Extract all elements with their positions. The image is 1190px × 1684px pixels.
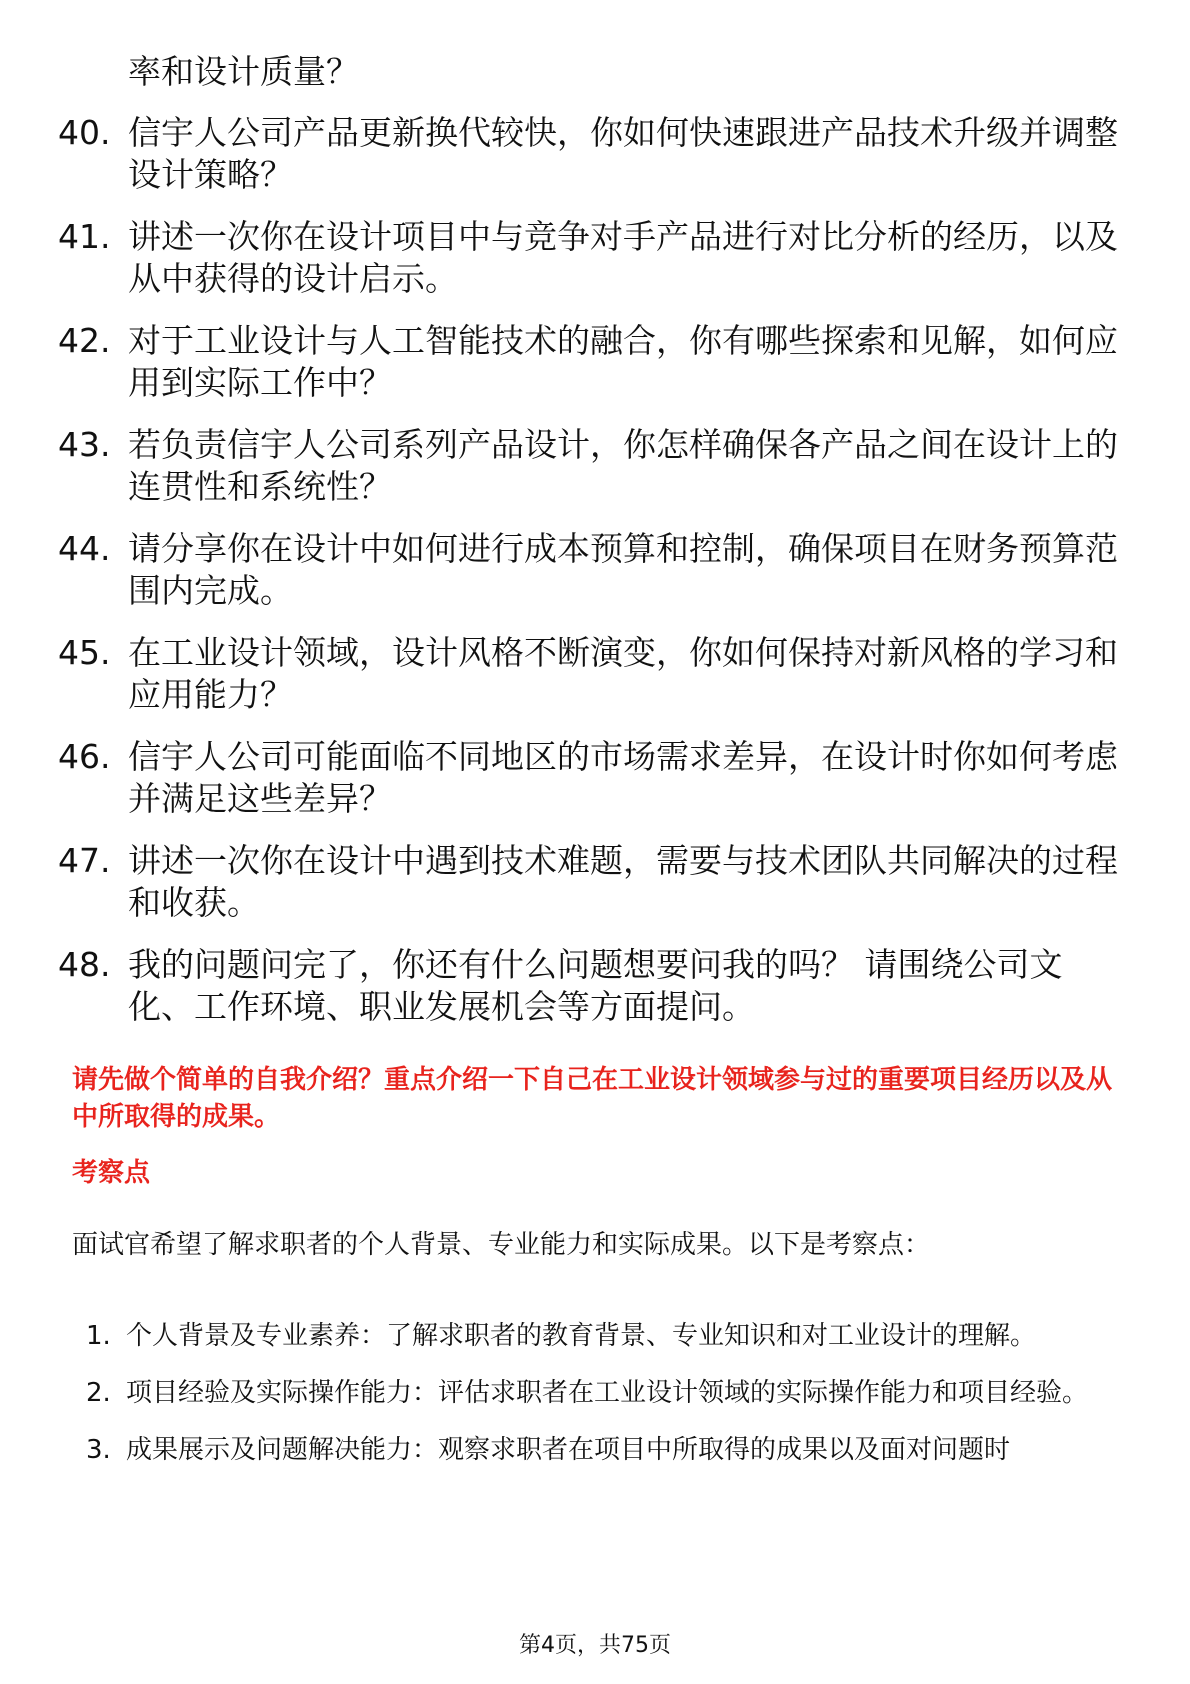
point-text: 成果展示及问题解决能力：观察求职者在项目中所取得的成果以及面对问题时 [126,1435,1011,1465]
highlight-question: 请先做个简单的自我介绍？重点介绍一下自己在工业设计领域参与过的重要项目经历以及从中所取得的成果。 [72,1065,1113,1132]
question-number: 41. [58,217,111,256]
question-item [58,112,1128,196]
question-text: 我的问题问完了，你还有什么问题想要问我的吗？ 请围绕公司文化、工作环境、职业发展机会等方面提问。 [128,945,1063,1026]
section-label: 考察点 [72,1158,151,1188]
point-text: 项目经验及实际操作能力：评估求职者在工业设计领域的实际操作能力和项目经验。 [126,1378,1089,1408]
question-number: 43. [58,425,111,464]
question-text: 信宇人公司可能面临不同地区的市场需求差异，在设计时你如何考虑并满足这些差异？ [128,737,1118,818]
question-number: 42. [58,321,111,360]
question-item [58,320,1128,404]
question-text: 讲述一次你在设计项目中与竞争对手产品进行对比分析的经历，以及从中获得的设计启示。 [128,217,1118,298]
question-list [58,112,1128,1048]
question-item [58,632,1128,716]
question-item [58,840,1128,924]
point-text: 个人背景及专业素养：了解求职者的教育背景、专业知识和对工业设计的理解。 [126,1321,1037,1351]
page-footer: 第4页，共75页 [519,1633,671,1658]
point-number: 3. [86,1435,111,1465]
question-text: 若负责信宇人公司系列产品设计，你怎样确保各产品之间在设计上的连贯性和系统性？ [128,425,1118,506]
question-item [58,216,1128,300]
evaluation-point [86,1308,1126,1365]
question-number: 48. [58,945,111,984]
question-number: 47. [58,841,111,880]
evaluation-point [86,1365,1126,1422]
question-item [58,528,1128,612]
question-text: 请分享你在设计中如何进行成本预算和控制，确保项目在财务预算范围内完成。 [128,529,1118,610]
intro-paragraph: 面试官希望了解求职者的个人背景、专业能力和实际成果。以下是考察点： [72,1230,931,1260]
question-number: 44. [58,529,111,568]
question-text: 信宇人公司产品更新换代较快，你如何快速跟进产品技术升级并调整设计策略？ [128,113,1118,194]
point-number: 1. [86,1321,111,1351]
question-item [58,736,1128,820]
question-number: 45. [58,633,111,672]
question-text: 对于工业设计与人工智能技术的融合，你有哪些探索和见解，如何应用到实际工作中？ [128,321,1118,402]
question-item [58,424,1128,508]
point-number: 2. [86,1378,111,1408]
question-text: 在工业设计领域，设计风格不断演变，你如何保持对新风格的学习和应用能力？ [128,633,1118,714]
continuation-text: 率和设计质量？ [128,52,359,91]
question-text: 讲述一次你在设计中遇到技术难题，需要与技术团队共同解决的过程和收获。 [128,841,1118,922]
question-item [58,944,1128,1028]
evaluation-point [86,1422,1126,1479]
question-number: 46. [58,737,111,776]
question-number: 40. [58,113,111,152]
evaluation-point-list [86,1308,1126,1479]
